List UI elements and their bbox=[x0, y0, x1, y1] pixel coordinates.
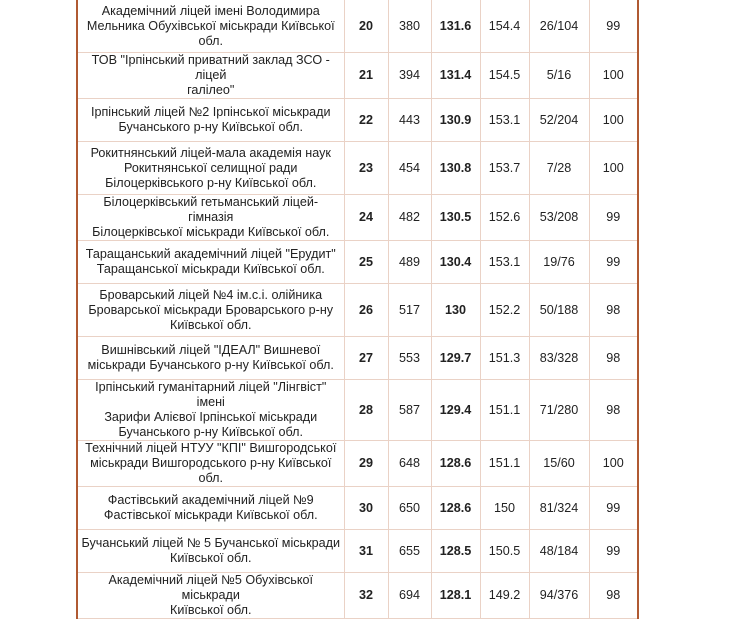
value-cell: 587 bbox=[388, 380, 431, 441]
value-cell: 482 bbox=[388, 195, 431, 241]
school-name-line: Броварський ліцей №4 ім.с.і. олійника bbox=[99, 287, 323, 302]
ratio-cell: 81/324 bbox=[529, 487, 589, 530]
value-cell: 152.2 bbox=[480, 284, 529, 337]
school-name-line: обл. bbox=[198, 33, 223, 48]
school-name-line: Рокитнянський ліцей-мала академія наук bbox=[90, 145, 331, 160]
school-name-line: Білоцерківської міськради Київської обл. bbox=[92, 225, 330, 239]
ratio-cell: 52/204 bbox=[529, 99, 589, 142]
value-cell: 154.4 bbox=[480, 0, 529, 53]
school-name-line: Академічний ліцей імені Володимира bbox=[101, 3, 320, 18]
table-row bbox=[77, 441, 638, 487]
percent-cell: 98 bbox=[589, 380, 638, 441]
score-cell: 129.4 bbox=[431, 380, 480, 441]
percent-cell: 100 bbox=[589, 142, 638, 195]
table-row bbox=[77, 337, 638, 380]
value-cell: 648 bbox=[388, 441, 431, 487]
percent-cell: 100 bbox=[589, 53, 638, 99]
rank-cell: 32 bbox=[344, 573, 388, 619]
ratio-cell: 48/184 bbox=[529, 530, 589, 573]
rank-cell: 21 bbox=[344, 53, 388, 99]
table-row bbox=[77, 284, 638, 337]
school-name-cell bbox=[77, 0, 344, 53]
percent-cell: 98 bbox=[589, 284, 638, 337]
rank-cell: 28 bbox=[344, 380, 388, 441]
score-cell: 129.7 bbox=[431, 337, 480, 380]
ratio-cell: 50/188 bbox=[529, 284, 589, 337]
school-name-line: Ірпінський ліцей №2 Ірпінської міськради bbox=[90, 105, 331, 119]
value-cell: 553 bbox=[388, 337, 431, 380]
rank-cell: 23 bbox=[344, 142, 388, 195]
table-row bbox=[77, 573, 638, 619]
rank-cell: 22 bbox=[344, 99, 388, 142]
value-cell: 151.3 bbox=[480, 337, 529, 380]
table-body bbox=[77, 0, 638, 619]
value-cell: 154.5 bbox=[480, 53, 529, 99]
ratio-cell: 7/28 bbox=[529, 142, 589, 195]
school-name-cell bbox=[77, 53, 344, 99]
school-name-line: міськради Бучанського р-ну Київської обл. bbox=[87, 358, 334, 372]
school-name-line: ТОВ "Ірпінський приватний заклад ЗСО - ліцей bbox=[91, 53, 330, 82]
school-name-line: Мельника Обухівської міськради Київської bbox=[86, 18, 335, 33]
ratio-cell: 15/60 bbox=[529, 441, 589, 487]
school-name-line: Академічний ліцей №5 Обухівської міськради bbox=[108, 573, 314, 602]
school-name-line: Броварської міськради Броварського р-ну bbox=[88, 302, 334, 317]
value-cell: 149.2 bbox=[480, 573, 529, 619]
value-cell: 153.7 bbox=[480, 142, 529, 195]
value-cell: 380 bbox=[388, 0, 431, 53]
school-name-cell bbox=[77, 441, 344, 487]
score-cell: 128.6 bbox=[431, 441, 480, 487]
school-name-cell bbox=[77, 573, 344, 619]
score-cell: 128.5 bbox=[431, 530, 480, 573]
school-name-line: Київської обл. bbox=[170, 603, 252, 617]
value-cell: 443 bbox=[388, 99, 431, 142]
school-name-line: Таращанський академічний ліцей "Ерудит" bbox=[85, 247, 336, 261]
school-name-line: Ірпінський гуманітарний ліцей "Лінгвіст" імені bbox=[95, 380, 327, 409]
value-cell: 694 bbox=[388, 573, 431, 619]
school-name-cell bbox=[77, 487, 344, 530]
rank-cell: 31 bbox=[344, 530, 388, 573]
percent-cell: 98 bbox=[589, 573, 638, 619]
value-cell: 153.1 bbox=[480, 241, 529, 284]
value-cell: 150.5 bbox=[480, 530, 529, 573]
school-name-cell bbox=[77, 241, 344, 284]
score-cell: 130.9 bbox=[431, 99, 480, 142]
school-name-line: Рокитнянської селищної ради bbox=[124, 160, 298, 175]
school-name-cell bbox=[77, 142, 344, 195]
score-cell: 131.6 bbox=[431, 0, 480, 53]
percent-cell: 100 bbox=[589, 99, 638, 142]
school-name-line: Білоцерківський гетьманський ліцей-гімназія bbox=[103, 195, 319, 224]
value-cell: 152.6 bbox=[480, 195, 529, 241]
score-cell: 130 bbox=[431, 284, 480, 337]
ratio-cell: 53/208 bbox=[529, 195, 589, 241]
table-row bbox=[77, 530, 638, 573]
rank-cell: 27 bbox=[344, 337, 388, 380]
school-name-line: Білоцерківського р-ну Київської обл. bbox=[105, 175, 317, 190]
school-name-line: Бучанський ліцей № 5 Бучанської міськради bbox=[81, 536, 341, 550]
school-name-line: Бучанського р-ну Київської обл. bbox=[118, 425, 303, 439]
school-name-cell bbox=[77, 284, 344, 337]
value-cell: 150 bbox=[480, 487, 529, 530]
value-cell: 153.1 bbox=[480, 99, 529, 142]
value-cell: 517 bbox=[388, 284, 431, 337]
percent-cell: 99 bbox=[589, 195, 638, 241]
table-row bbox=[77, 99, 638, 142]
percent-cell: 99 bbox=[589, 530, 638, 573]
percent-cell: 99 bbox=[589, 487, 638, 530]
percent-cell: 100 bbox=[589, 441, 638, 487]
school-name-line: Фастівської міськради Київської обл. bbox=[103, 508, 318, 522]
rank-cell: 30 bbox=[344, 487, 388, 530]
school-name-cell bbox=[77, 99, 344, 142]
school-name-cell bbox=[77, 195, 344, 241]
ratio-cell: 26/104 bbox=[529, 0, 589, 53]
value-cell: 650 bbox=[388, 487, 431, 530]
value-cell: 489 bbox=[388, 241, 431, 284]
school-name-line: Таращанської міськради Київської обл. bbox=[96, 262, 325, 276]
value-cell: 394 bbox=[388, 53, 431, 99]
ratio-cell: 71/280 bbox=[529, 380, 589, 441]
score-cell: 131.4 bbox=[431, 53, 480, 99]
school-name-line: міськради Вишгородського р-ну Київської обл. bbox=[90, 456, 332, 485]
score-cell: 130.5 bbox=[431, 195, 480, 241]
school-name-line: Київської обл. bbox=[170, 551, 252, 565]
ratio-cell: 5/16 bbox=[529, 53, 589, 99]
score-cell: 130.4 bbox=[431, 241, 480, 284]
value-cell: 151.1 bbox=[480, 441, 529, 487]
school-name-line: Київської обл. bbox=[170, 317, 252, 332]
school-name-cell bbox=[77, 337, 344, 380]
rank-cell: 24 bbox=[344, 195, 388, 241]
school-name-line: Фастівський академічний ліцей №9 bbox=[107, 493, 314, 507]
school-name-line: Технічний ліцей НТУУ "КПІ" Вишгородської bbox=[85, 441, 337, 455]
school-name-line: галілео" bbox=[187, 83, 235, 97]
value-cell: 454 bbox=[388, 142, 431, 195]
table-row bbox=[77, 0, 638, 53]
value-cell: 151.1 bbox=[480, 380, 529, 441]
value-cell: 655 bbox=[388, 530, 431, 573]
table-row bbox=[77, 142, 638, 195]
school-name-line: Бучанського р-ну Київської обл. bbox=[118, 120, 303, 134]
school-name-line: Зарифи Алієвої Ірпінської міськради bbox=[104, 410, 318, 424]
school-name-cell bbox=[77, 530, 344, 573]
table-row bbox=[77, 53, 638, 99]
rank-cell: 20 bbox=[344, 0, 388, 53]
percent-cell: 98 bbox=[589, 337, 638, 380]
percent-cell: 99 bbox=[589, 241, 638, 284]
school-name-line: Вишнівський ліцей "ІДЕАЛ" Вишневої bbox=[101, 343, 321, 357]
score-cell: 128.6 bbox=[431, 487, 480, 530]
school-name-cell bbox=[77, 380, 344, 441]
rank-cell: 25 bbox=[344, 241, 388, 284]
score-cell: 128.1 bbox=[431, 573, 480, 619]
ratio-cell: 19/76 bbox=[529, 241, 589, 284]
table-row bbox=[77, 487, 638, 530]
percent-cell: 99 bbox=[589, 0, 638, 53]
table-row bbox=[77, 241, 638, 284]
table-row bbox=[77, 380, 638, 441]
table-row bbox=[77, 195, 638, 241]
ratio-cell: 83/328 bbox=[529, 337, 589, 380]
rank-cell: 29 bbox=[344, 441, 388, 487]
ratio-cell: 94/376 bbox=[529, 573, 589, 619]
rank-cell: 26 bbox=[344, 284, 388, 337]
school-ranking-table bbox=[76, 0, 639, 619]
score-cell: 130.8 bbox=[431, 142, 480, 195]
